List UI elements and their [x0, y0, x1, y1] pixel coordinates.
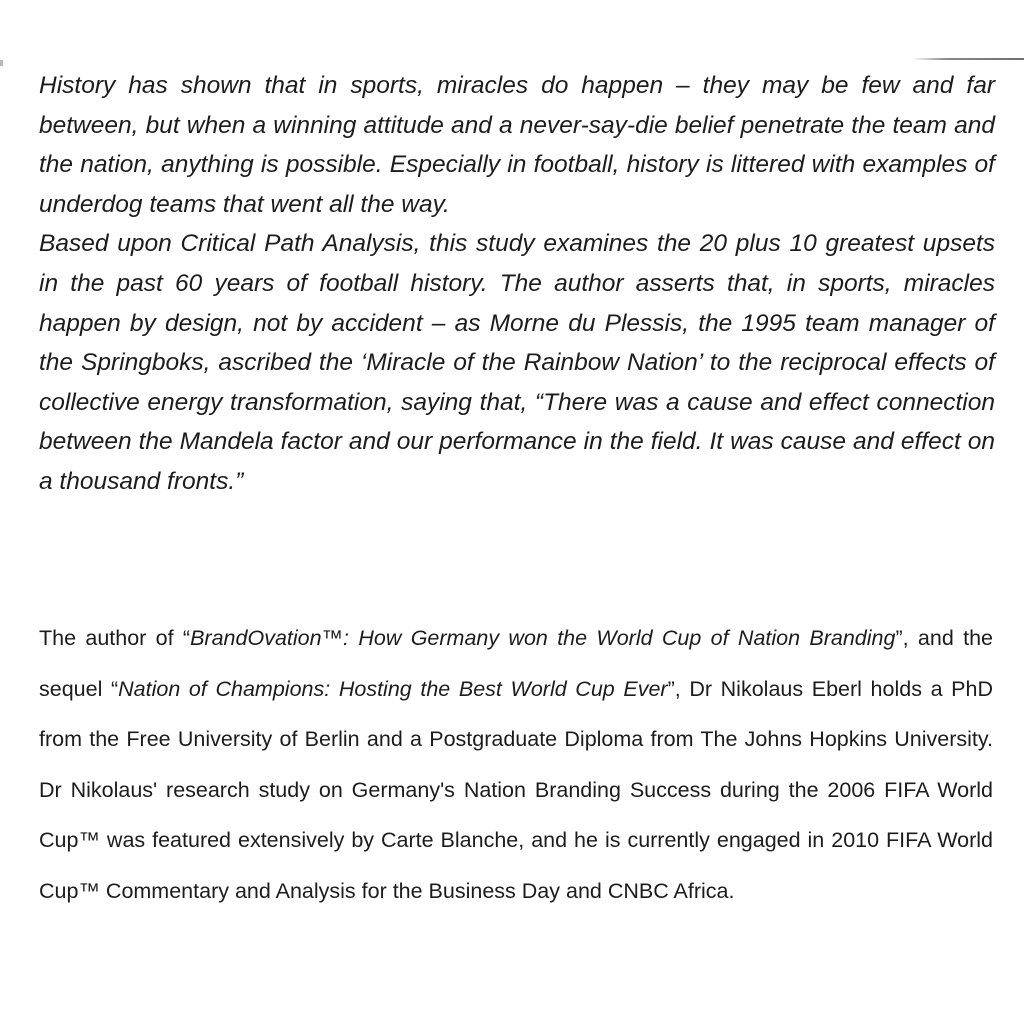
book-title-brandovation: BrandOvation™: How Germany won the World Cup of Nation Branding [190, 626, 896, 650]
scan-artifact-speck [0, 60, 3, 66]
author-bio [39, 613, 993, 916]
book-title-nation-of-champions: Nation of Champions: Hosting the Best World Cup Ever [118, 676, 668, 701]
bio-lead-in: The author of “ [39, 626, 191, 650]
blurb-paragraph-1: History has shown that in sports, miracles do happen – they may be few and far between, but when a winning attitude and a never-say-die belief penetrate the team and the nation, anything is possible. Especially in football, history is littered with examples of underdog teams that went all the way. [39, 72, 995, 218]
bio-between-titles: ”, and the sequel “ [39, 626, 993, 701]
book-blurb [39, 66, 995, 502]
scan-edge-line [912, 58, 1024, 60]
blurb-paragraph-2: Based upon Critical Path Analysis, this study examines the 20 plus 10 greatest upsets in the past 60 years of football history. The author asserts that, in sports, miracles happen by design, not by accident – as Morne du Plessis, the 1995 team manager of the Springboks, ascribed the ‘Miracle of the Rainbow Nation’ to the reciprocal effects of collective energy transformation, saying that, “There was a cause and effect connection between the Mandela factor and our performance in the field. It was cause and effect on a thousand fronts.” [39, 230, 995, 495]
bio-remainder: ”, Dr Nikolaus Eberl holds a PhD from the Free University of Berlin and a Postgraduate Diploma from The Johns Hopkins University. Dr Nikolaus' research study on Germany's Nation Branding Success during the 2006 FIFA World Cup™ was featured extensively by Carte Blanche, and he is currently engaged in 2010 FIFA World Cup™ Commentary and Analysis for the Business Day and CNBC Africa. [39, 676, 993, 903]
